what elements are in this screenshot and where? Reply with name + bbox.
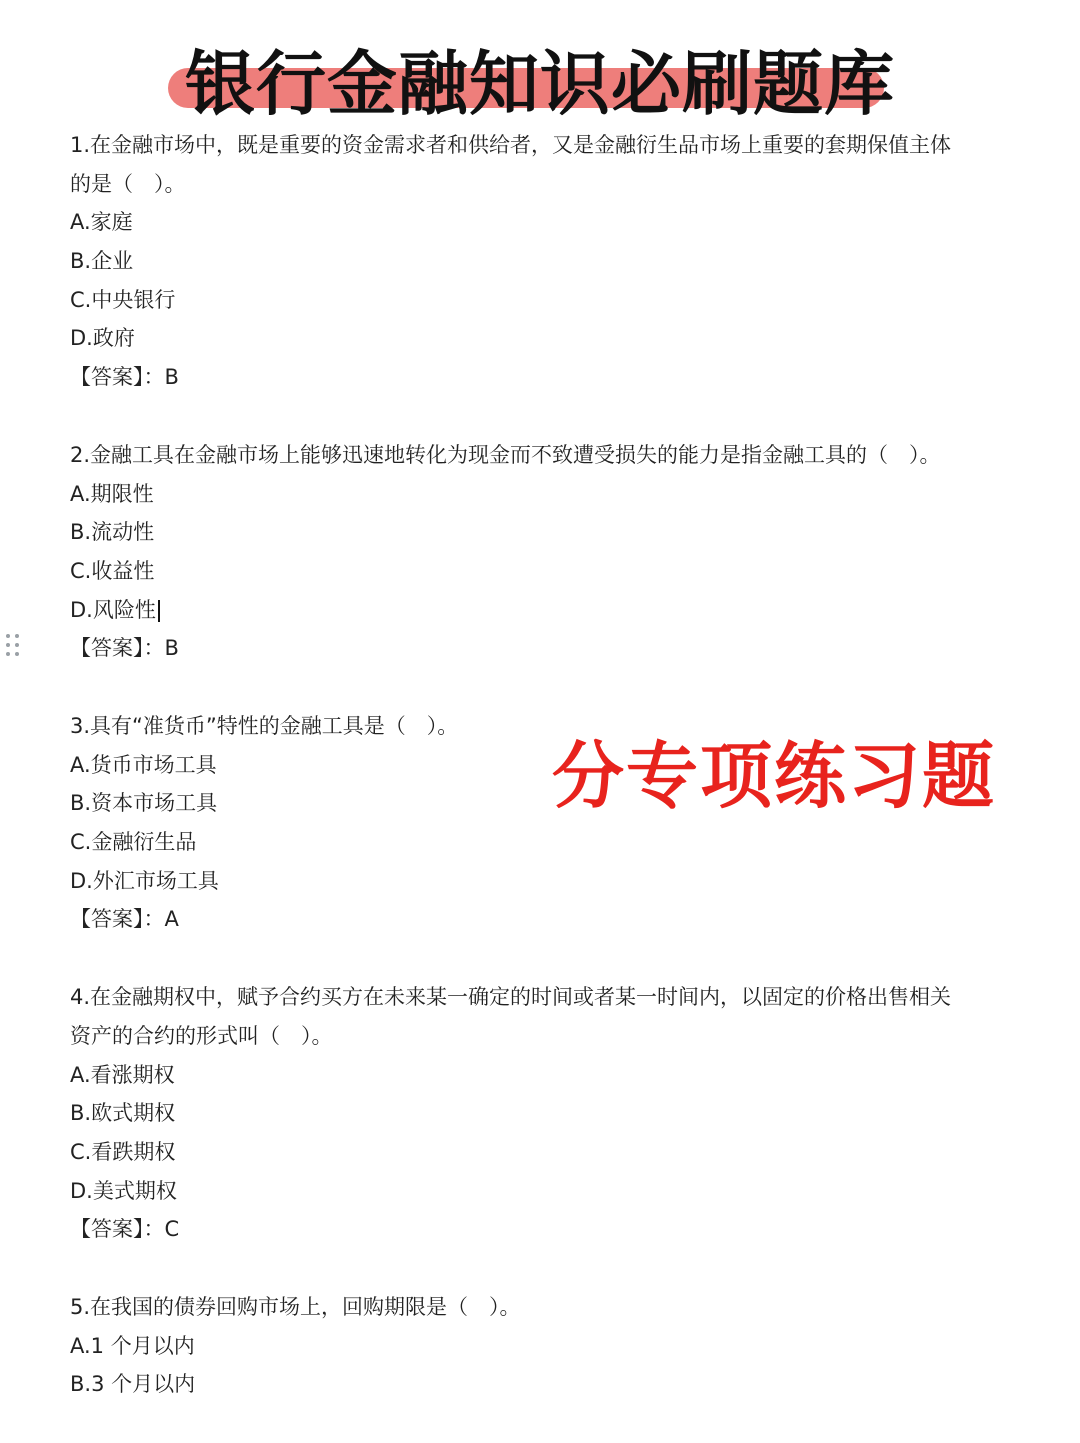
page-title: 银行金融知识必刷题库 bbox=[185, 43, 895, 125]
option-c: C.金融衍生品 bbox=[70, 830, 197, 855]
option-d: D.外汇市场工具 bbox=[70, 868, 219, 893]
option-a: A.货币市场工具 bbox=[70, 752, 217, 777]
section-stamp: 分专项练习题 bbox=[552, 734, 997, 818]
question-1 bbox=[70, 126, 970, 397]
answer: 【答案】：C bbox=[70, 1217, 180, 1242]
option-b: B.欧式期权 bbox=[70, 1101, 176, 1126]
option-d: D.风险性 bbox=[70, 597, 156, 622]
text-cursor bbox=[158, 600, 160, 622]
question-4 bbox=[70, 978, 970, 1249]
option-d: D.政府 bbox=[70, 326, 135, 351]
option-b: B.流动性 bbox=[70, 520, 155, 545]
option-a: A.期限性 bbox=[70, 481, 154, 506]
answer: 【答案】：A bbox=[70, 907, 179, 932]
question-5 bbox=[70, 1288, 970, 1404]
option-d-row[interactable] bbox=[70, 591, 970, 630]
option-d: D.美式期权 bbox=[70, 1178, 177, 1203]
answer: 【答案】：B bbox=[70, 636, 179, 661]
answer: 【答案】：B bbox=[70, 365, 179, 390]
option-c: C.收益性 bbox=[70, 558, 155, 583]
option-b: B.3 个月以内 bbox=[70, 1372, 196, 1397]
option-c: C.中央银行 bbox=[70, 287, 176, 312]
question-stem: 4.在金融期权中，赋予合约买方在未来某一确定的时间或者某一时间内，以固定的价格出售相关资产的合约的形式叫（ ）。 bbox=[70, 985, 952, 1048]
drag-handle-icon[interactable] bbox=[6, 634, 20, 658]
question-stem: 5.在我国的债券回购市场上，回购期限是（ ）。 bbox=[70, 1294, 521, 1319]
option-b: B.企业 bbox=[70, 249, 134, 274]
question-stem: 1.在金融市场中，既是重要的资金需求者和供给者，又是金融衍生品市场上重要的套期保值主体的是（ ）。 bbox=[70, 133, 952, 196]
option-b: B.资本市场工具 bbox=[70, 791, 218, 816]
question-stem: 2.金融工具在金融市场上能够迅速地转化为现金而不致遭受损失的能力是指金融工具的（ ）。 bbox=[70, 442, 941, 467]
header bbox=[0, 22, 1080, 125]
question-2 bbox=[70, 436, 970, 668]
question-stem: 3.具有“准货币”特性的金融工具是（ ）。 bbox=[70, 713, 459, 738]
option-a: A.1 个月以内 bbox=[70, 1333, 195, 1358]
option-a: A.看涨期权 bbox=[70, 1062, 175, 1087]
option-a: A.家庭 bbox=[70, 210, 133, 235]
option-c: C.看跌期权 bbox=[70, 1139, 176, 1164]
